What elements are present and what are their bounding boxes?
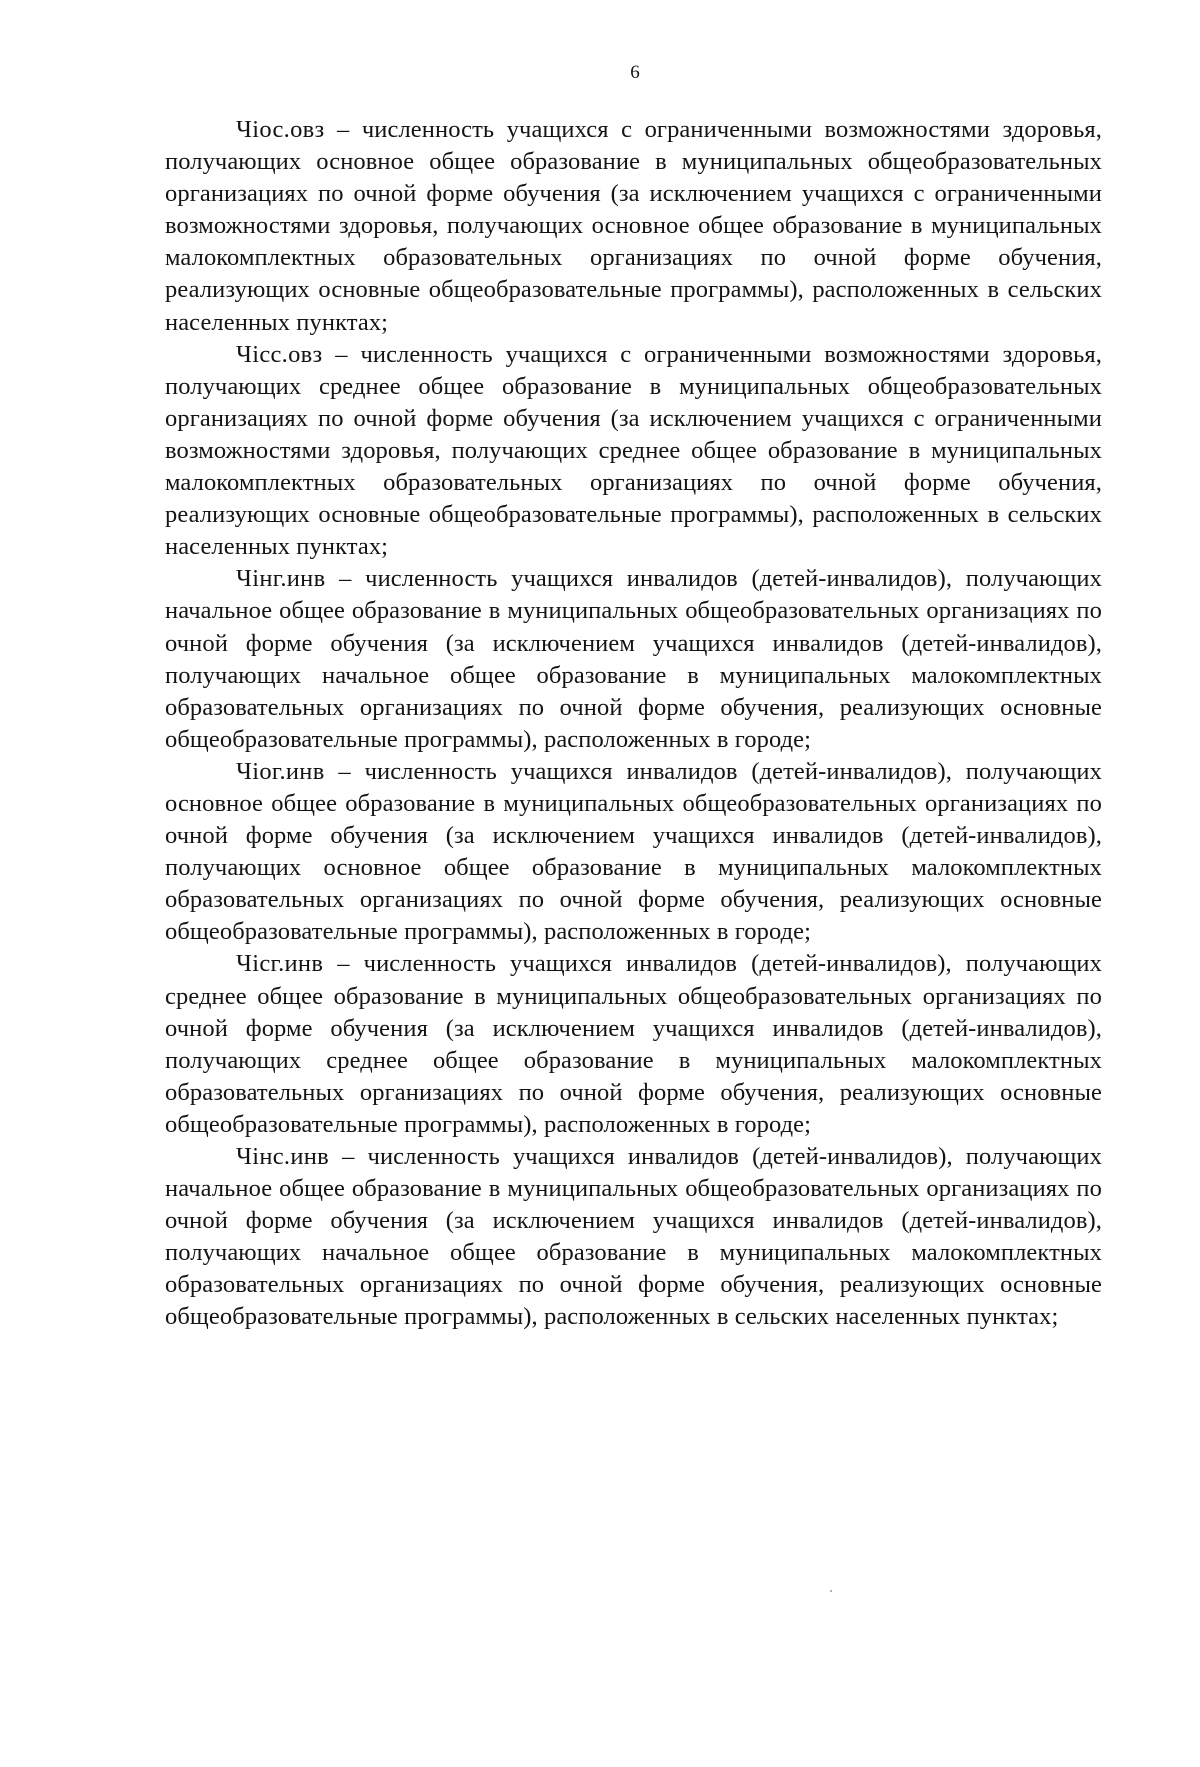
definition-term: Чiог.инв	[236, 757, 325, 785]
definition-dash: –	[337, 950, 350, 978]
definition-term: Чiос.овз	[236, 116, 325, 143]
definition-dash: –	[335, 340, 348, 368]
definition-dash: –	[339, 565, 352, 593]
definition-dash: –	[337, 116, 350, 143]
definitions-list	[165, 114, 1102, 1334]
definition-dash: –	[338, 757, 351, 785]
definition-paragraph	[165, 563, 1102, 756]
definition-text: численность учащихся инвалидов (детей-инвалидов), получающих основное общее образование в муниципальных общеобразовательных организациях по очной форме обучения (за исключением учащихся инвалидов (детей-инвалидов), получающих основное общее образование в муниципальных малокомплектных образовательных организациях по очной форме обучения, реализующих основные общеобразовательные программы), расположенных в городе;	[165, 757, 1102, 946]
definition-term: Чiсс.овз	[236, 340, 323, 368]
definition-text: численность учащихся инвалидов (детей-инвалидов), получающих начальное общее образование в муниципальных общеобразовательных организациях по очной форме обучения (за исключением учащихся инвалидов (детей-инвалидов), получающих начальное общее образование в муниципальных малокомплектных образовательных организациях по очной форме обучения, реализующих основные общеобразовательные программы), расположенных в сельских населенных пунктах;	[165, 1143, 1102, 1331]
page-number: 6	[630, 62, 640, 83]
definition-paragraph	[165, 1141, 1102, 1334]
definition-term: Чiнг.инв	[236, 565, 326, 593]
definition-paragraph	[165, 114, 1102, 339]
definition-paragraph	[165, 756, 1102, 949]
definition-paragraph	[165, 339, 1102, 564]
definition-term: Чiнс.инв	[236, 1143, 330, 1170]
definition-dash: –	[342, 1143, 355, 1170]
definition-text: численность учащихся с ограниченными возможностями здоровья, получающих основное общее образование в муниципальных общеобразовательных организациях по очной форме обучения (за исключением учащихся с ограниченными возможностями здоровья, получающих основное общее образование в муниципальных малокомплектных образовательных организациях по очной форме обучения, реализующих основные общеобразовательные программы), расположенных в сельских населенных пунктах;	[165, 116, 1102, 336]
definition-text: численность учащихся инвалидов (детей-инвалидов), получающих среднее общее образование в муниципальных общеобразовательных организациях по очной форме обучения (за исключением учащихся инвалидов (детей-инвалидов), получающих среднее общее образование в муниципальных малокомплектных образовательных организациях по очной форме обучения, реализующих основные общеобразовательные программы), расположенных в городе;	[165, 950, 1102, 1138]
definition-paragraph	[165, 948, 1102, 1141]
definition-text: численность учащихся инвалидов (детей-инвалидов), получающих начальное общее образование в муниципальных общеобразовательных организациях по очной форме обучения (за исключением учащихся инвалидов (детей-инвалидов), получающих начальное общее образование в муниципальных малокомплектных образовательных организациях по очной форме обучения, реализующих основные общеобразовательные программы), расположенных в городе;	[165, 565, 1102, 753]
definition-text: численность учащихся с ограниченными возможностями здоровья, получающих среднее общее образование в муниципальных общеобразовательных организациях по очной форме обучения (за исключением учащихся с ограниченными возможностями здоровья, получающих среднее общее образование в муниципальных малокомплектных образовательных организациях по очной форме обучения, реализующих основные общеобразовательные программы), расположенных в сельских населенных пунктах;	[165, 340, 1103, 561]
definition-term: Чiсг.инв	[236, 950, 324, 978]
scan-speck	[830, 1590, 832, 1592]
